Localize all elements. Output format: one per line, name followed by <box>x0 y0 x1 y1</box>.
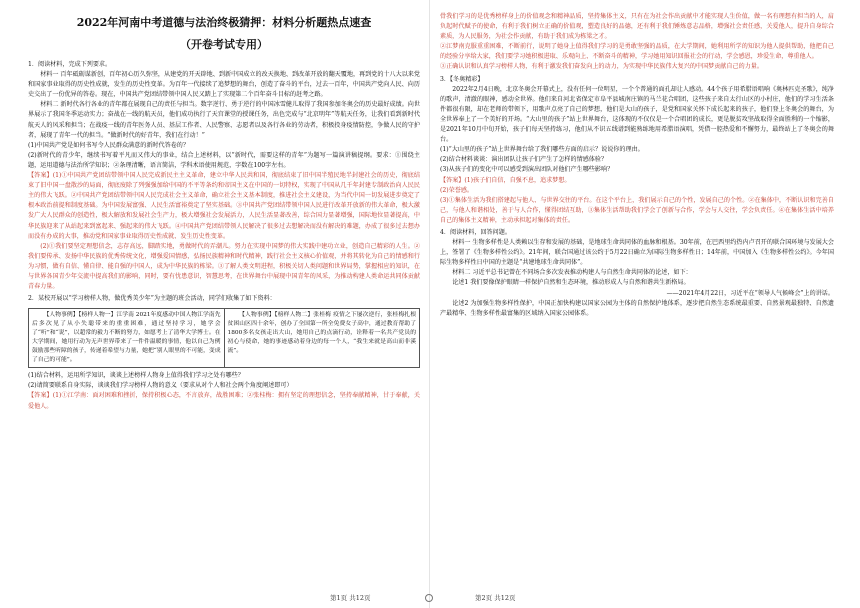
material-1: 材料一 百年砥砺谋新创，百年初心历久弥坚，从建党的开天辟地、到新中国成立的改天换地、到改革开放的翻天覆地，再到党的十八大以来党和国家事业取得的历史性成就，发生的历史性变革。为百年一代接续了追梦想的舞台，创造了奋斗的平台，过去一百年，中国共产党向人民、向历史交出了一份优异的答卷。现在，中国共产党团结带领中国人民又踏上了实现第二个百年奋斗目标的赶考之路。 <box>28 71 420 99</box>
question-4-intro: 4．阅读材料，回答问题。 <box>440 228 511 236</box>
page-number-right: 第2页 共12页 <box>475 594 516 602</box>
question-2-part-1: (1)结合材料，运用所学知识，谈谈上述榜样人物身上值得我们学习之处有哪些？ <box>28 372 244 380</box>
question-1-intro: 1．阅读材料，完成下列要求。 <box>28 61 112 68</box>
answer-2-point-3: ③正确认识和认真学习榜样人物，有利于激发我们奋发向上的动力，为实现中华民族伟大复兴的中国梦贡献自己的力量。 <box>440 63 763 71</box>
answer-2-continued: 骨我们学习的是优秀榜样身上的价值观念和精神品质，坚持集体主义，只有在为社会作出贡献中才能实现人生价值，做一名有理想有担当的人，肩负起时代赋予的使命，有利于我们树立正确的价值观，塑造良好的品德，还有利于我们锤炼意志品格，增强社会责任感，关爱他人，提升自身综合素质，为人民服务，为社会作贡献，有助于我们成为栋梁之才。 <box>440 13 834 41</box>
question-3-part-3: (3)从孩子们的变化中可以感受到演出团队对他们产生哪些影响？ <box>440 166 614 174</box>
role-model-text-2: 【人物事例】【榜样人物二】张桂梅 疫情之下屡次逆行，张桂梅扎根贫困山区四十余年，创办了全国第一所全免费女子高中，通过教育帮助了1800多名女孩走出大山，她用自己的点滴行动，诠释着一名共产党员的初心与使命，她的事迹感动着身边的每一个人，“我生来就是高山而非溪流”。 <box>227 312 416 355</box>
question-2-part-2: (2)请简要联系自身实际，谈谈我们学习榜样人物的意义（要求从对个人和社会两个角度阐述即可） <box>28 382 293 390</box>
question-3-material: 2022年2月4日晚，北京冬奥会开幕式上，没有任何一位明星，一个个普通的面孔却让人感动。44个孩子用希腊语唱响《奥林匹克圣歌》，纯净的歌声，清澈的眼神，感动全世界。他们来自河北省保定市阜平县城南庄镇的马兰花合唱团，这些孩子来自太行山区的小村庄，他们的学习生活条件都很有限，却在老师的带领下，用歌声点亮了自己的梦想，他们是大山的孩子，是党和国家关怀下成长起来的孩子，他们登上冬奥会的舞台，为全世界奉上了一个美好的开场。“大山里的孩子”站上世界舞台，这体现的不仅仅是一个合唱团的成长，更是脱贫攻坚战取得全面胜利的一个缩影，是2021年10月中旬开始，孩子们每天坚持练习，他们从不识五线谱到能熟练地用希腊语演唱，凭借一腔热爱和不懈努力，最终站上了冬奥会的舞台。 <box>440 85 834 144</box>
binding-hole-icon <box>425 594 433 602</box>
question-3-part-1: (1)“大山里的孩子”站上世界舞台给了我们哪些方面的启示？说说你的理由。 <box>440 146 644 154</box>
answer-3-part-2: (2)荣誉感。 <box>440 186 474 194</box>
question-4-quote-2: 论述2 为加强生物多样性保护，中国正加快构建以国家公园为主体的自然保护地体系，逐步把自然生态系统最重要、自然景观最独特、自然遗产最精华、生物多样性最富集的区域纳入国家公园体系。 <box>440 299 834 317</box>
question-4-material-1: 材料一 生物多样性是人类赖以生存和发展的基础，是地球生命共同体的血脉和根基。30年前，在巴西里约热内卢召开的联合国环境与发展大会上，签署了《生物多样性公约》。21年间，联合国通过该公约于5月22日确立为国际生物多样性日；14年前，中国加入《生物多样性公约》。今年国际生物多样性日中国的主题是“共建地球生命共同体”。 <box>440 239 834 267</box>
question-2-intro: 2．某校开展以“学习榜样人物，做优秀美少年”为主题的班会活动，同学们收集了如下资料： <box>28 295 276 303</box>
answer-1-part-2: (2)①我们要坚定理想信念，志存高远，脚踏实地，勇做时代的弄潮儿。努力在实现中国梦的伟大实践中建功立业，创造自己精彩的人生。②我们要传承、发扬中华民族的优秀传统文化，增强爱国情感，弘扬民族精神和时代精神，践行社会主义核心价值观，并将其转化为自己的情感和行为习惯，做有自信、懂自律、能自强的中国人，成为中华民族的栋梁。③了解人类文明进程，积极关切人类问题和世界局势，掌握相应的知识，在与世界各国青少年交流中提高我们的影响，同时，要有忧患意识，智慧思考，在世界舞台中展现中国青年的风采，为推动构建人类命运共同体贡献青春力量。 <box>28 242 420 291</box>
answer-2: 【答案】(1)①江学南：面对困难和挫折，保持积极心态，不言放弃，战胜困难；②张桂梅：拥有坚定的理想信念，坚持奉献精神，甘于奉献，关爱他人。 <box>28 392 420 410</box>
question-4-material-2: 材料二 习近平总书记曾在不同场合多次发表推动构建人与自然生命共同体的论述，如下： <box>452 269 692 277</box>
question-1-part-1: (1)中国共产党是如何书写令人民群众满意的新时代答卷的？ <box>28 141 189 149</box>
question-1-part-2: (2)新时代的青少年，继续书写着平凡而又伟大的事业，结合上述材料，以“新时代，需要这样的青年”为题写一篇演讲稿提纲。要求：①围绕主题，运用道德与法治所学知识；②条理清晰，语言简洁，学科术语使用规范，字数在100字左右。 <box>28 151 420 169</box>
question-3-part-2: (2)结合材料谈谈：演出团队让孩子们产生了怎样的情感体验？ <box>440 156 608 164</box>
page-number-left: 第1页 共12页 <box>330 594 371 602</box>
answer-1: 【答案】(1)①中国共产党团结带领中国人民完成新民主主义革命，建立中华人民共和国，彻底结束了旧中国半殖民地半封建社会的历史，彻底结束了旧中国一盘散沙的局面，彻底废除了列强强加给中国的不平等条约和帝国主义在中国的一切特权，实现了中国从几千年封建专制政治向人民民主的伟大飞跃。②中国共产党团结带领中国人民完成社会主义革命，确立社会主义基本制度，推进社会主义建设，为当代中国一切发展进步奠定了根本政治前提和制度基础。为中国发展富强、人民生活富裕奠定了坚实基础。③中国共产党团结带领中国人民进行改革开放新的伟大革命，极大激发广大人民群众的创造性，极大解放和发展社会生产力，极大增强社会发展活力，人民生活显著改善，综合国力显著增强，国际地位显著提高，中华民族迎来了从站起来到富起来、强起来的伟大飞跃。④中国共产党团结带领人民解决了很多过去想解决而没有解决的难题，办成了很多过去想办而没有办成的大事，推动党和国家事业取得历史性成就、发生历史性变革。 <box>28 172 420 240</box>
role-model-card-2 <box>224 309 420 367</box>
material-2: 材料二 新时代各行各业的青年都在展现自己的责任与担当。数字逆行、勇于逆行的中国冰雪健儿取得了我国参加冬奥会的历史最好成绩。向世界展示了我国冬季运动实力；奋战在一线的航天员，他们成功执行了天宫课堂的授课任务，出色完成与“北京明年”等航天任务，让我们看到新时代航天人的风采和担当；在战疫一线的青年医务人员、基层工作者、人民警察、志愿者以及各行各业的劳动者，积极投身疫情防控，争做人民的守护者，展现了青年一代的担当。“做新时代的好青年，我们在行动！” <box>28 101 420 139</box>
question-4-quote-1: 论述1 我们要像保护眼睛一样保护自然和生态环境，推动形成人与自然和谐共生新格局。 <box>452 279 690 287</box>
answer-3-part-1: 【答案】(1)孩子们自信，自强不息，追求梦想。 <box>440 176 571 184</box>
question-4-quote-1-source: ——2021年4月22日，习近平在“领导人气候峰会”上的讲话。 <box>666 289 834 297</box>
page-right <box>430 0 860 608</box>
question-3-heading: 3．【冬奥精彩】 <box>440 75 484 83</box>
role-model-cards <box>28 308 420 368</box>
role-model-card-1 <box>29 309 224 367</box>
role-model-text-1: 【人物事例】【榜样人物一】江学南 2021年度感动中国人物江学南先后多次见了从小失聪带来的重重困难，通过坚持学习，她学会了“听”和“说”，以超常的毅力不断的努力，如愿考上了清华大学博士。在大学期间，她用行动为无声世界带来了一件件温暖的事情，他以自己为例鼓励那些听障的孩子，传递着希望与力量，她把“别人眼里的不可能，变成了自己的可能”。 <box>32 312 221 364</box>
document-title: 2022年河南中考道德与法治终极猜押：材料分析题热点速查 <box>76 16 372 29</box>
answer-3-part-3: (3)①集体生活为我们搭建起与他人、与世界交往的平台。在这个平台上，我们展示自己的个性，发展自己的个性。②在集体中，不断认识和完善自己，与他人和谐相处，善于与人合作，懂得团结互助，③集体生活帮助我们学会了创新与合作，学会与人交往，学会负责任。④在集体生活中培养自己的集体主义精神，主动承担起对集体的责任。 <box>440 196 834 224</box>
document-subtitle: （开卷考试专用） <box>180 38 268 51</box>
answer-2-point-2: ②江梦南克服重重困难，不断前行，说明了她身上值得我们学习的是勇敢坚强的品质，在大学期间，她利用所学的知识为他人提供帮助，他把自己的经验分享给大家，我们要学习她积极进取、乐观向上、不断奋斗的精神，学习她用知识回报社会的行动，学会感恩，珍爱生命，尊重他人。 <box>440 43 834 61</box>
